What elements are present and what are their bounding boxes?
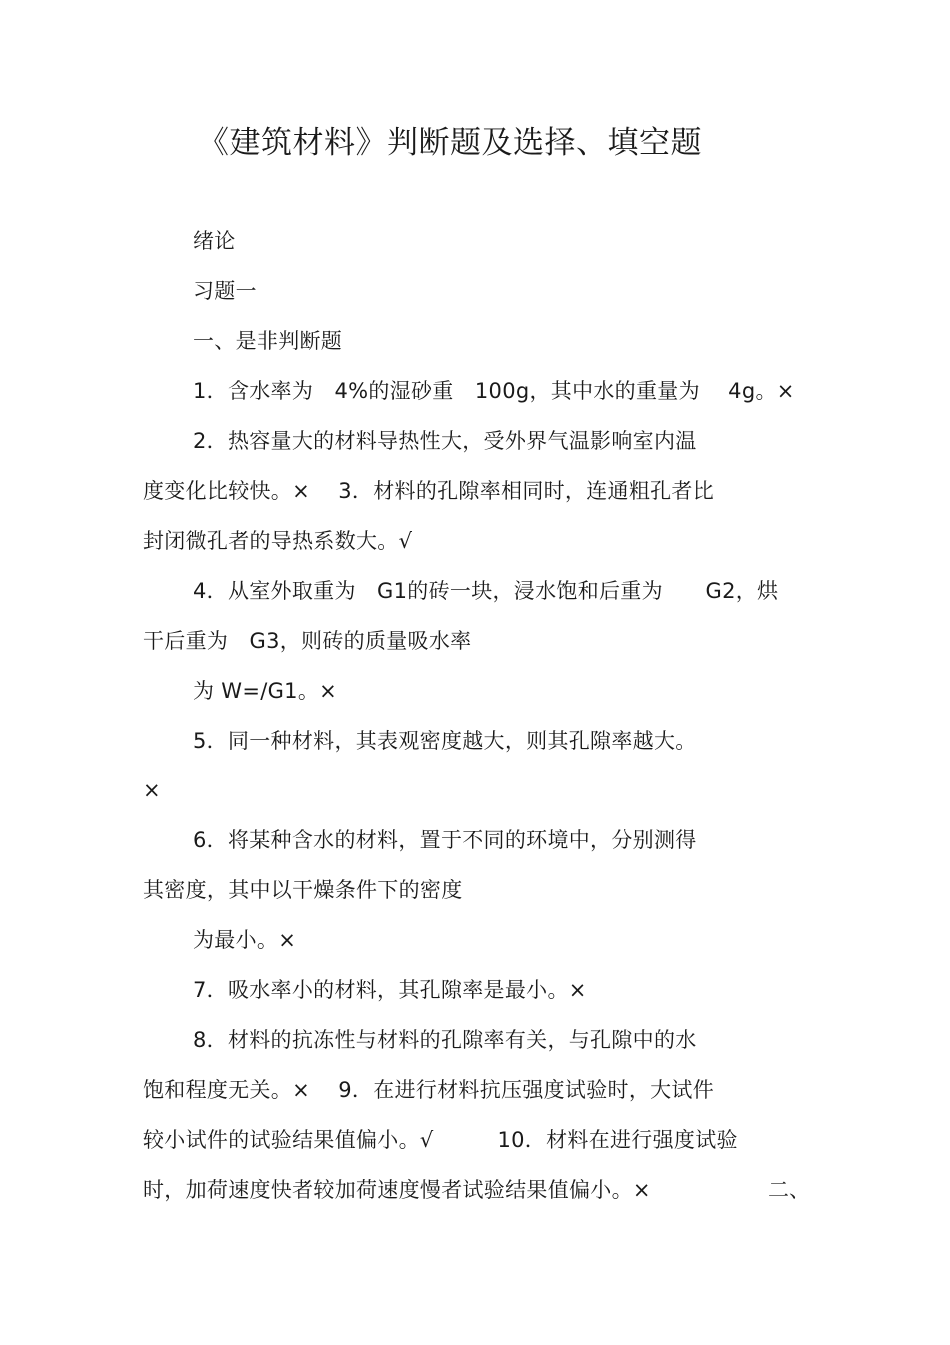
question-line: 封闭微孔者的导热系数大。√ — [143, 529, 413, 553]
question-line: 5．同一种材料，其表观密度越大，则其孔隙率越大。 — [193, 729, 697, 753]
question-line: 8．材料的抗冻性与材料的孔隙率有关，与孔隙中的水 — [193, 1028, 697, 1052]
question-line: 2．热容量大的材料导热性大，受外界气温影响室内温 — [193, 429, 697, 453]
question-line: 时，加荷速度快者较加荷速度慢者试验结果值偏小。× — [143, 1178, 651, 1202]
question-line: 干后重为 G3，则砖的质量吸水率 — [143, 629, 472, 653]
subsection-heading-judgement: 一、是非判断题 — [193, 329, 343, 353]
question-line: 度变化比较快。× 3．材料的孔隙率相同时，连通粗孔者比 — [143, 479, 715, 503]
question-line: 6．将某种含水的材料，置于不同的环境中，分别测得 — [193, 828, 697, 852]
question-line: 其密度，其中以干燥条件下的密度 — [143, 878, 463, 902]
question-line: 4．从室外取重为 G1的砖一块，浸水饱和后重为 G2，烘 — [193, 579, 779, 603]
next-section-marker: 二、 — [768, 1178, 810, 1202]
question-line: 饱和程度无关。× 9．在进行材料抗压强度试验时，大试件 — [143, 1078, 715, 1102]
exercise-heading: 习题一 — [193, 279, 257, 303]
question-line: 较小试件的试验结果值偏小。√ 10．材料在进行强度试验 — [143, 1128, 738, 1152]
document-title: 《建筑材料》判断题及选择、填空题 — [198, 125, 702, 161]
question-line: 为最小。× — [193, 928, 297, 952]
question-line: × — [143, 778, 161, 802]
question-line: 1．含水率为 4%的湿砂重 100g，其中水的重量为 4g。× — [193, 379, 795, 403]
question-line: 7．吸水率小的材料，其孔隙率是最小。× — [193, 978, 587, 1002]
question-line: 为 W=/G1。× — [193, 679, 338, 703]
section-heading-intro: 绪论 — [193, 229, 236, 253]
